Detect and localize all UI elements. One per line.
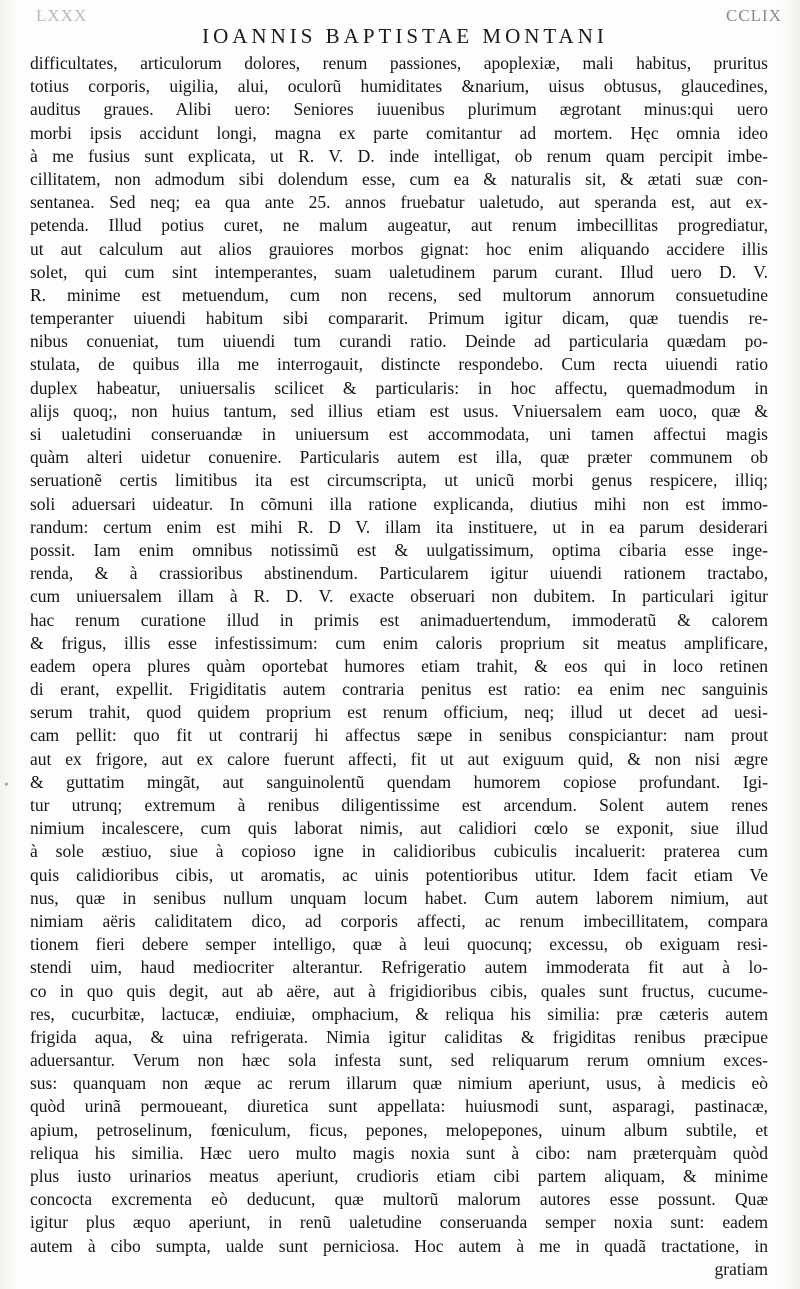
text-line: soli aduersari uideatur. In cõmuni illa ratione explicanda, diutius mihi non est immo- <box>30 493 768 514</box>
text-line: di erant, expellit. Frigiditatis autem contraria penitus est ratio: ea enim nec sanguinis <box>30 679 768 700</box>
text-line: à me fusius sunt explicata, ut R. V. D. inde intelligat, ob renum quam percipit imbe- <box>30 145 768 166</box>
text-block <box>30 52 768 1281</box>
text-line: res, cucurbitæ, lactucæ, endiuiæ, omphacium, & reliqua his similia: præ cæteris autem <box>30 1003 768 1024</box>
text-line: possit. Iam enim omnibus notissimũ est & uulgatissimum, optima cibaria esse inge- <box>30 539 768 560</box>
text-line: concocta excrementa eò deducunt, quæ multorũ malorum autores esse possunt. Quæ <box>30 1189 768 1210</box>
text-line: & frigus, illis esse infestissimum: cum enim caloris proprium sit meatus amplificare, <box>30 632 768 653</box>
text-line: randum: certum enim est mihi R. D V. illam ita instituere, ut in ea parum desiderari <box>30 516 768 537</box>
running-head: IOANNIS BAPTISTAE MONTANI <box>202 24 608 48</box>
text-line: apium, petroselinum, fœniculum, ficus, pepones, melopepones, uinum album subtile, et <box>30 1119 768 1140</box>
text-line: ut aut calculum aut alios grauiores morbos gignat: hoc enim aliquando accidere illis <box>30 238 768 259</box>
text-line: nus, quæ in senibus nullum unquam locum habet. Cum autem laborem nimium, aut <box>30 887 768 908</box>
text-line: duplex habeatur, uniuersalis scilicet & particularis: in hoc affectu, quemadmodum in <box>30 377 768 398</box>
text-line: seruationẽ certis limitibus ita est circumscripta, ut unicũ morbi genus respicere, illiq; <box>30 470 768 491</box>
text-line: nimiam aëris caliditatem dico, ad corporis affecti, ac renum imbecillitatem, compara <box>30 910 768 931</box>
text-line: co in quo quis degit, aut ab aëre, aut à frigidioribus cibis, quales sunt fructus, cucume- <box>30 980 768 1001</box>
text-line: renda, & à crassioribus abstinendum. Particularem igitur uiuendi rationem tractabo, <box>30 563 768 584</box>
margin-mark: • <box>4 778 9 793</box>
text-line: cillitatem, non admodum sibi dolendum esse, cum ea & naturalis sit, & ætati suæ con- <box>30 168 768 189</box>
text-line: sentanea. Sed neq; ea qua ante 25. annos fruebatur ualetudo, aut speranda est, aut ex- <box>30 192 768 213</box>
text-line: eadem opera plures quàm oportebat humores etiam trahit, & eos qui in loco retinen <box>30 655 768 676</box>
folio-number-faint: LXXX <box>36 6 88 25</box>
folio-number: CCLIX <box>726 6 782 25</box>
text-line: & guttatim mingãt, aut sanguinolentũ quendam humorem copiose profundant. Igi- <box>30 771 768 792</box>
text-line: cum uniuersalem illam à R. D. V. exacte obseruari non dubitem. In particulari igitur <box>30 586 768 607</box>
text-line: autem à cibo sumpta, ualde sunt perniciosa. Hoc autem à me in quadã tractatione, in <box>30 1235 768 1256</box>
text-line: difficultates, articulorum dolores, renum passiones, apoplexiæ, mali habitus, pruritus <box>30 53 768 73</box>
text-line: quàm alteri uidetur conuenire. Particularis autem est illa, quæ præter communem ob <box>30 447 768 468</box>
text-line: nibus conueniat, tum uiuendi tum curandi ratio. Deinde ad particularia quædam po- <box>30 331 768 352</box>
text-line: sus: quanquam non æque ac rerum illarum quæ nimium aperiunt, usus, à medicis eò <box>30 1073 768 1094</box>
text-line: serum trahit, quod quidem proprium est renum officium, neq; illud ut decet ad uesi- <box>30 702 768 723</box>
text-line: quis calidioribus cibis, ut aromatis, ac uinis potentioribus utitur. Idem facit etiam Ve <box>30 864 768 885</box>
text-line: alijs quoq;, non huius tantum, sed illius etiam est usus. Vniuersalem eam uoco, quæ & <box>30 400 768 421</box>
text-line: totius corporis, uigilia, alui, oculorũ humiditates &narium, uisus obtusus, glaucedines, <box>30 76 768 97</box>
text-line: plus iusto urinarios meatus aperiunt, crudioris etiam cibi partem aliquam, & minime <box>30 1166 768 1186</box>
text-line: hac renum curatione illud in primis est animaduertendum, immoderatũ & calorem <box>30 609 768 630</box>
catchword: gratiam <box>714 1258 768 1279</box>
text-line: frigida aqua, & uina refrigerata. Nimia igitur caliditas & frigiditas renibus præcipue <box>30 1026 768 1047</box>
text-line: stendi uim, haud mediocriter alterantur. Refrigeratio autem immoderata fit aut à lo- <box>30 957 768 978</box>
text-line: reliqua his similia. Hæc uero multo magis noxia sunt à cibo: nam præterquàm quòd <box>30 1142 768 1163</box>
text-line: aut ex frigore, aut ex calore fuerunt affecti, fit ut aut exiguum quid, & non nisi ægre <box>30 748 768 769</box>
text-line: aduersantur. Verum non hæc sola infesta sunt, sed reliquarum rerum omnium exces- <box>30 1050 768 1071</box>
text-line: à sole æstiuo, siue à copioso igne in calidioribus cubiculis incaluerit: praterea cum <box>30 841 768 862</box>
text-line: tionem fieri debere semper intelligo, quæ à leui quocunq; excessu, ob exiguam resi- <box>30 934 768 955</box>
text-line: cam pellit: quo fit ut contrarij hi affectus sæpe in senibus conspiciantur: nam prout <box>30 725 768 746</box>
text-line: tur utrunq; extremum à renibus diligentissime est arcendum. Solent autem renes <box>30 795 768 815</box>
text-line: igitur plus æquo aperiunt, in renũ ualetudine conseruanda semper noxia sunt: eadem <box>30 1212 768 1233</box>
text-line: solet, qui cum sint intemperantes, suam ualetudinem parum curant. Illud uero D. V. <box>30 261 768 282</box>
text-line: si ualetudini conseruandæ in uniuersum est accommodata, uni tamen affectui magis <box>30 424 768 444</box>
text-line: morbi ipsis accidunt longi, magna ex parte comitantur ad mortem. Hęc omnia ideo <box>30 122 768 143</box>
text-line: temperanter uiuendi habitum sibi compararit. Primum igitur dicam, quæ tuendis re- <box>30 308 768 329</box>
text-line: R. minime est metuendum, cum non recens, sed multorum annorum consuetudine <box>30 284 768 305</box>
text-line: nimium incalescere, cum quis laborat nimis, aut calidiori cœlo se exponit, siue illud <box>30 818 768 839</box>
text-line: quòd urinã permoueant, diuretica sunt appellata: huiusmodi sunt, asparagi, pastinacæ, <box>30 1096 768 1117</box>
text-line: auditus graues. Alibi uero: Seniores iuuenibus plurimum ægrotant minus:qui uero <box>30 99 768 120</box>
text-line: stulata, de quibus illa me interrogauit, distincte respondebo. Cum recta uiuendi ratio <box>30 354 768 375</box>
text-line: petenda. Illud potius curet, ne malum augeatur, aut renum imbecillitas progrediatur, <box>30 215 768 236</box>
